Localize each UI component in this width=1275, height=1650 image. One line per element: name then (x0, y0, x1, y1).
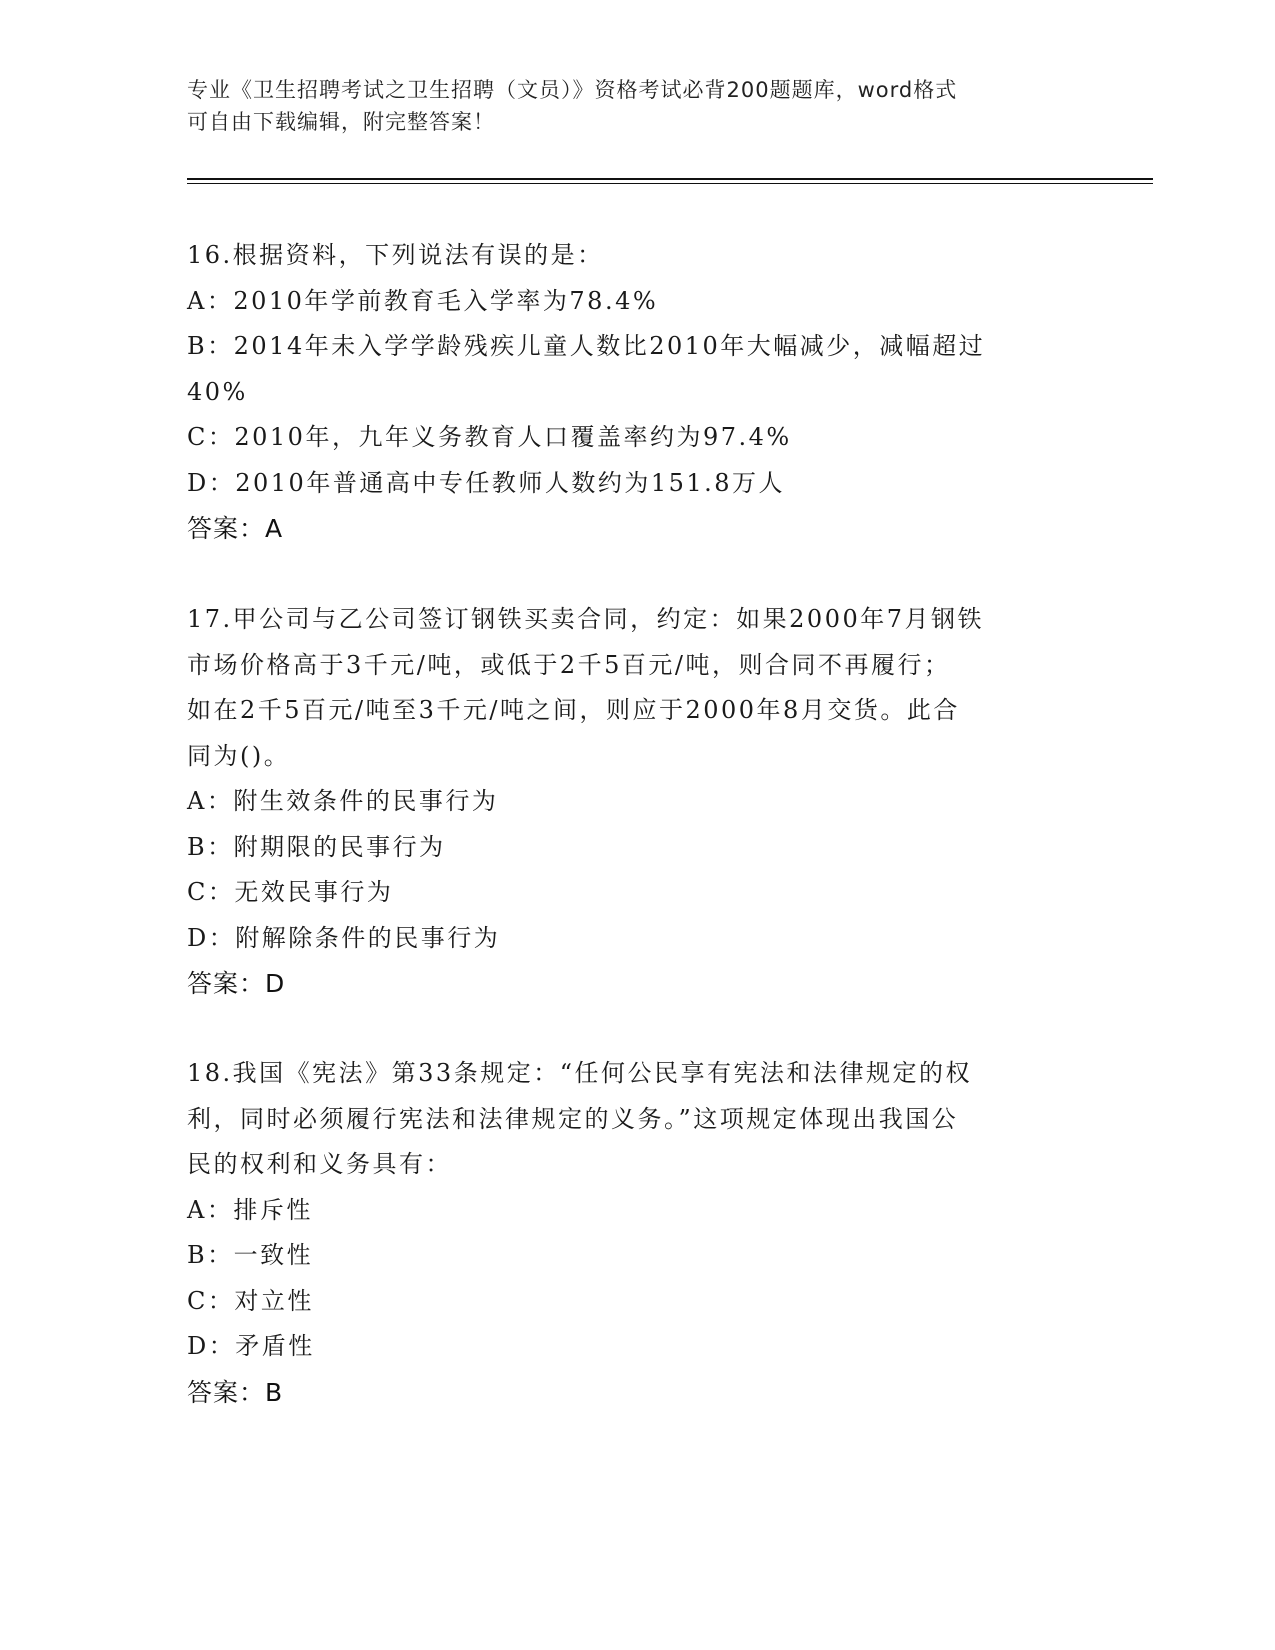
header-line-2: 可自由下载编辑，附完整答案！ (187, 110, 495, 134)
header-divider-thin (187, 183, 1153, 184)
option-a: A：排斥性 (187, 1195, 313, 1224)
header-line-1: 专业《卫生招聘考试之卫生招聘（文员）》资格考试必背200题题库，word格式 (187, 78, 958, 102)
question-stem-line: 如在2千5百元/吨至3千元/吨之间，则应于2000年8月交货。此合 (187, 696, 960, 724)
option-c: C：2010年，九年义务教育人口覆盖率约为97.4% (187, 423, 792, 451)
option-b: B：2014年未入学学龄残疾儿童人数比2010年大幅减少，减幅超过 (187, 332, 986, 360)
option-c: C：对立性 (187, 1286, 314, 1315)
option-b-continued: 40% (187, 377, 248, 406)
answer: 答案：D (187, 969, 286, 998)
option-a: A：附生效条件的民事行为 (187, 787, 499, 815)
question-stem-line: 民的权利和义务具有： (187, 1150, 452, 1178)
option-d: D：2010年普通高中专任教师人数约为151.8万人 (187, 468, 786, 497)
option-b: B：一致性 (187, 1241, 314, 1269)
answer: 答案：B (187, 1377, 284, 1407)
option-b: B：附期限的民事行为 (187, 832, 446, 861)
question-16 (187, 233, 1087, 552)
option-a: A：2010年学前教育毛入学率为78.4% (187, 286, 659, 315)
question-stem-line: 17.甲公司与乙公司签订钢铁买卖合同，约定：如果2000年7月钢铁 (187, 605, 985, 633)
question-18 (187, 1051, 1087, 1415)
header-divider-thick (187, 178, 1153, 180)
option-c: C：无效民事行为 (187, 878, 394, 906)
document-header (187, 74, 1067, 138)
option-d: D：附解除条件的民事行为 (187, 923, 501, 952)
question-stem-line: 利，同时必须履行宪法和法律规定的义务。”这项规定体现出我国公 (187, 1104, 959, 1133)
question-stem-line: 同为()。 (187, 741, 291, 770)
question-stem-line: 市场价格高于3千元/吨，或低于2千5百元/吨，则合同不再履行； (187, 650, 951, 679)
answer: 答案：A (187, 514, 284, 543)
option-d: D：矛盾性 (187, 1332, 315, 1360)
question-stem-line: 18.我国《宪法》第33条规定：“任何公民享有宪法和法律规定的权 (187, 1059, 972, 1087)
question-stem-line: 16.根据资料，下列说法有误的是： (187, 241, 604, 269)
question-17 (187, 597, 1087, 1007)
